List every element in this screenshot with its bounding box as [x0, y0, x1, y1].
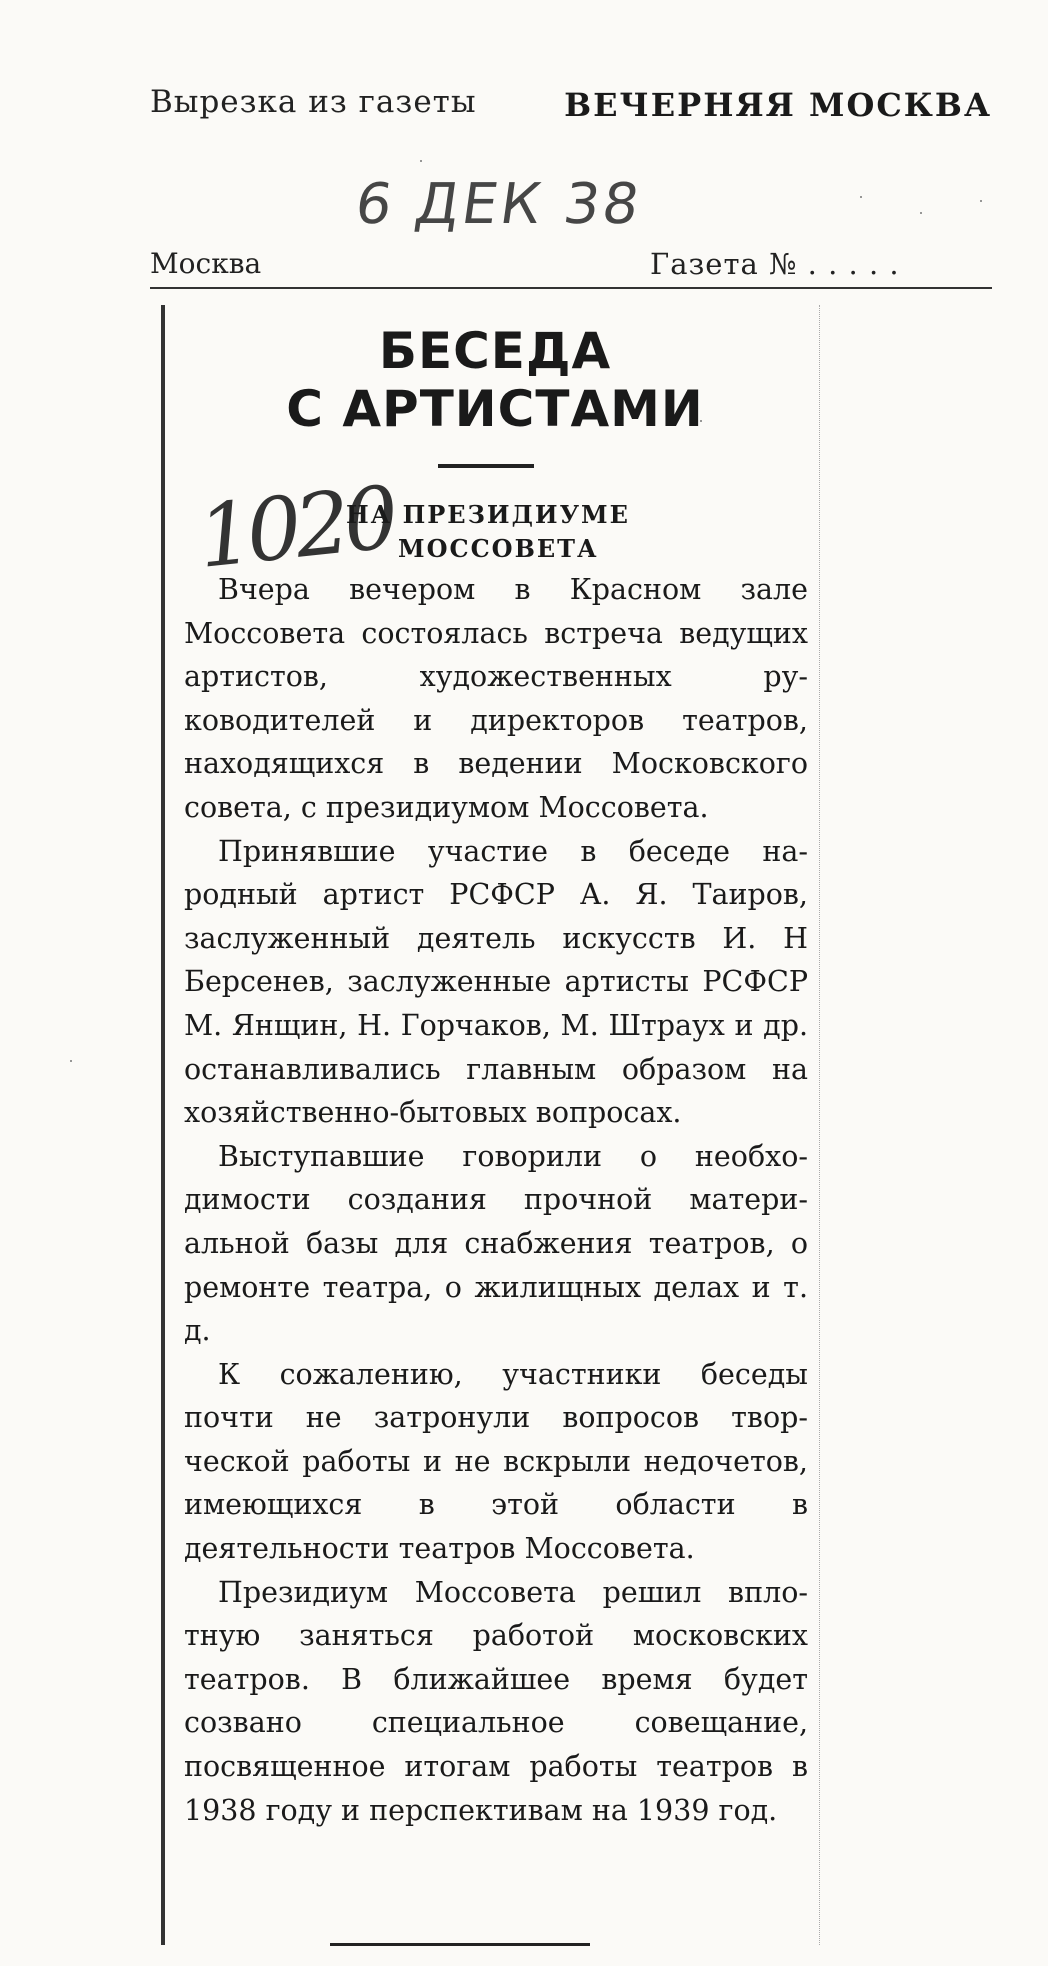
scan-speck — [980, 200, 982, 202]
newspaper-name: ВЕЧЕРНЯЯ МОСКВА — [564, 86, 992, 124]
handwritten-number: 1020 — [193, 468, 398, 588]
article-headline — [200, 322, 790, 438]
article-end-rule — [330, 1943, 590, 1946]
article-subheading — [346, 498, 630, 566]
headline-rule — [438, 464, 534, 468]
column-border-right — [819, 305, 820, 1945]
column-border-left — [161, 305, 165, 1945]
gazette-label-text: Газета № — [650, 247, 798, 281]
article-body — [184, 568, 808, 1832]
city-label: Москва — [150, 247, 262, 280]
headline-line-2: С АРТИСТАМИ — [286, 380, 704, 438]
article-paragraph: Президиум Моссовета решил вплотную заняться работой московских театров. В ближайшее время будет созвано специальное совещание, посвященное итогам работы театров в 1938 году и перспективам на 1939 год. — [184, 1575, 808, 1827]
article-paragraph: Выступавшие говорили о необходимости создания прочной материальной базы для снабжения театров, о ремонте театра, о жилищных делах и т. д. — [184, 1139, 808, 1348]
article-paragraph: К сожалению, участники беседы почти не затронули вопросов творческой работы и не вскрыли недочетов, имеющихся в этой области в деятельности театров Моссовета. — [184, 1357, 808, 1566]
article-paragraph: Вчера вечером в Красном зале Моссовета состоялась встреча ведущих артистов, художественных руководителей и директоров театров, находящихся в ведении Московского совета, с президиумом Моссовета. — [184, 573, 808, 824]
scan-speck — [70, 1060, 72, 1062]
subheading-line-1: НА ПРЕЗИДИУМЕ — [346, 500, 630, 529]
scan-speck — [420, 160, 422, 162]
scan-speck — [920, 212, 922, 214]
gazette-number-label: Газета № . . . . . — [650, 247, 900, 281]
headline-line-1: БЕСЕДА — [378, 322, 612, 380]
header-divider — [150, 287, 992, 289]
subheading-line-2: МОССОВЕТА — [398, 534, 599, 563]
date-stamp: 6 ДЕК 38 — [351, 172, 646, 237]
article-paragraph: Принявшие участие в беседе народный артист РСФСР А. Я. Таиров, заслуженный деятель искусств И. Н Берсенев, заслуженные артисты РСФСР М. Янщин, Н. Горчаков, М. Штраух и др. останавливались главным образом на хозяйственно-бытовых вопросах. — [184, 834, 808, 1130]
clipping-label: Вырезка из газеты — [150, 84, 477, 120]
scan-speck — [860, 196, 862, 198]
